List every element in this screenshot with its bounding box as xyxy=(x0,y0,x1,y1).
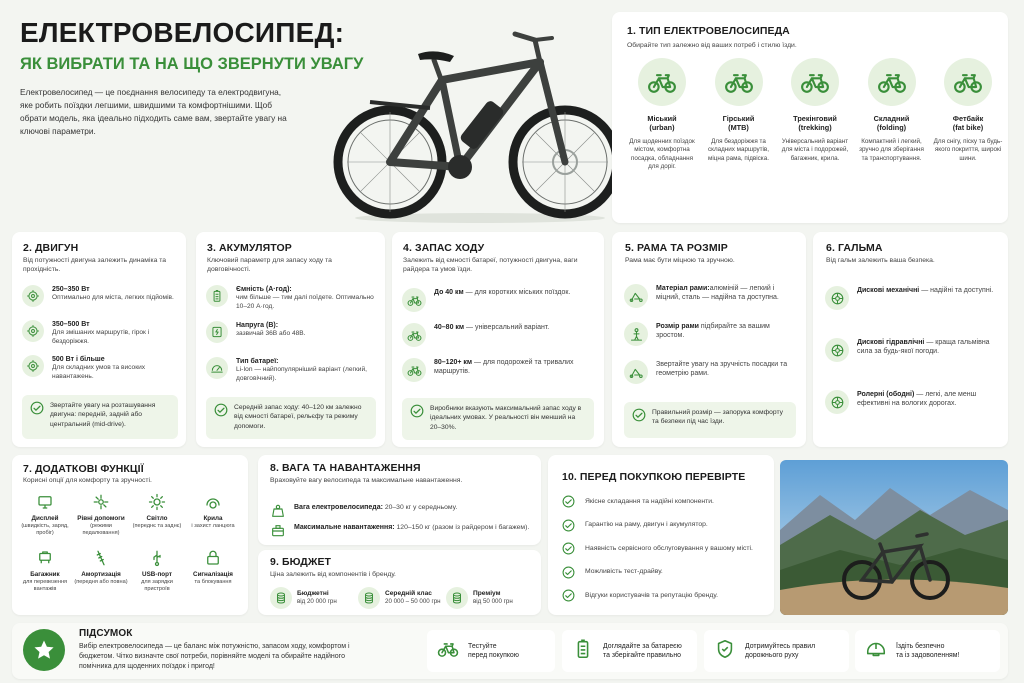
bike-type-card[interactable] xyxy=(626,58,698,172)
summary-tip-line2: перед покупкою xyxy=(468,652,519,659)
extras-title: 7. ДОДАТКОВІ ФУНКЦІЇ xyxy=(23,463,144,475)
frame-note-text: Правильний розмір — запорука комфорту та безпеки під час їзди. xyxy=(652,409,783,426)
extra-feature xyxy=(186,549,240,586)
motor-item-icon xyxy=(22,355,44,377)
coins-icon xyxy=(450,591,464,605)
check-icon xyxy=(562,495,575,508)
mountain-bike-photo xyxy=(780,460,1008,615)
motor-item-text: Для складних умов та високих навантажень. xyxy=(52,364,146,380)
check-icon xyxy=(562,566,575,579)
brakes-item-text: — краща гальмівна сила за будь-якої погоди. xyxy=(857,339,990,356)
summary-tip-line1: Їздіть безпечно xyxy=(896,642,945,650)
extra-feature-desc: і захист ланцюга xyxy=(191,523,235,530)
panel-range xyxy=(392,232,604,447)
brakes-item xyxy=(825,338,1000,362)
range-item-head: До 40 км xyxy=(434,289,464,296)
brakes-item-text-wrap xyxy=(857,338,1000,357)
suspension-icon xyxy=(92,549,110,567)
extra-feature-desc: (швидкість, заряд, пробіг) xyxy=(21,523,69,537)
check-icon xyxy=(632,408,646,422)
range-item-head: 80–120+ км xyxy=(434,359,473,366)
extra-feature xyxy=(74,493,128,537)
bicycle-icon xyxy=(407,328,422,343)
hero-bike-image xyxy=(330,12,625,227)
panel-summary xyxy=(12,623,1008,679)
battery-note xyxy=(206,397,376,439)
frame-item-icon xyxy=(624,360,648,384)
disc-brake-icon xyxy=(830,291,845,306)
panel-weight xyxy=(258,455,541,545)
brakes-item-text-wrap xyxy=(857,390,1000,409)
range-item-text: — для коротких міських поїздок. xyxy=(463,289,571,296)
frame-item-text: Звертайте увагу на зручність посадки та геометрію рами. xyxy=(656,361,788,378)
frame-icon xyxy=(629,289,644,304)
motor-item-icon xyxy=(22,320,44,342)
battery-subtitle: Ключовий параметр для запасу ходу та довговічності. xyxy=(207,257,332,273)
weight-icon xyxy=(270,503,286,519)
bike-type-tag: (trekking) xyxy=(798,123,832,133)
checklist-item-text: Можливість тест-драйву. xyxy=(585,568,663,576)
brakes-item-head: Дискові гідравлічні xyxy=(857,339,925,346)
frame-item-head: Матеріал рами: xyxy=(656,285,710,292)
bike-type-desc: Для щоденних поїздок містом, комфортна посадка, обладнання для доріг. xyxy=(629,137,695,171)
checklist-item xyxy=(562,542,767,555)
brakes-item-icon xyxy=(825,390,849,414)
bike-type-name: Складний xyxy=(873,114,910,123)
brakes-item-text: — легкі, але менш ефективні на вологих дорогах. xyxy=(857,391,977,408)
budget-tier-price: від 20 000 грн xyxy=(297,598,337,606)
motor-item-text: Для змішаних маршрутів, гірок і бездоріжжя. xyxy=(52,329,150,345)
extra-feature xyxy=(130,549,184,593)
bike-type-tag: (MTB) xyxy=(728,123,749,133)
budget-tier-price: від 50 000 грн xyxy=(473,598,513,606)
battery-item-head: Тип батареї: xyxy=(236,358,279,365)
bike-type-icon-circle xyxy=(715,58,763,106)
frame-item xyxy=(624,360,799,384)
checklist-item-text: Якісне складання та надійні компоненти. xyxy=(585,497,714,505)
battery-icon xyxy=(210,289,224,303)
coins-icon xyxy=(362,591,376,605)
extra-feature-desc: (режими педалювання) xyxy=(82,523,120,537)
motor-icon xyxy=(26,359,40,373)
frame-item-icon xyxy=(624,322,648,346)
brakes-item-head: Дискові механічні xyxy=(857,287,920,294)
budget-tier xyxy=(446,587,532,609)
motor-subtitle: Від потужності двигуна залежить динаміка та прохідність. xyxy=(23,257,167,273)
checklist-item xyxy=(562,495,767,508)
frame-item-text-wrap xyxy=(656,360,799,379)
bicycle-icon xyxy=(437,638,459,660)
budget-subtitle: Ціна залежить від компонентів і бренду. xyxy=(270,571,396,578)
extra-feature-desc: (переднє та заднє) xyxy=(132,523,182,530)
frame-note xyxy=(624,402,796,438)
bike-type-card[interactable] xyxy=(856,58,928,163)
checklist-item-text: Гарантію на раму, двигун і акумулятор. xyxy=(585,521,708,529)
extra-feature-desc: для перевезення вантажів xyxy=(22,579,68,593)
range-subtitle: Залежить від ємності батареї, потужності двигуна, ваги райдера та умов їзди. xyxy=(403,257,578,273)
extra-feature-name: Світло xyxy=(146,515,168,522)
summary-tip-card xyxy=(562,630,697,672)
bike-type-name: Фетбайк xyxy=(952,114,984,123)
weight-item-text: 120–150 кг (разом із райдером і багажем). xyxy=(394,524,530,531)
weight-item xyxy=(270,523,530,539)
page-title: ЕЛЕКТРОВЕЛОСИПЕД: xyxy=(20,17,345,48)
bicycle-icon xyxy=(724,67,754,97)
battery-item-text: зазвичай 36В або 48В. xyxy=(236,330,306,338)
extra-feature-desc: та блокування xyxy=(194,579,232,586)
panel-brakes xyxy=(813,232,1008,447)
extra-feature-name: Рівні допомоги xyxy=(77,515,125,522)
frame-item-head: Розмір рами xyxy=(656,323,699,330)
bike-type-desc: Для снігу, піску та будь-якого покриття, широкі шини. xyxy=(933,137,1003,162)
battery-icon xyxy=(572,638,594,660)
range-item-text: — для подорожей та тривалих маршрутів. xyxy=(434,359,574,376)
panel-checklist xyxy=(548,455,774,615)
disc-brake-icon xyxy=(830,343,845,358)
motor-note xyxy=(22,395,178,439)
extra-feature xyxy=(18,549,72,593)
bike-type-name: Трекінговий xyxy=(793,114,837,123)
motor-title: 2. ДВИГУН xyxy=(23,242,79,254)
star-icon xyxy=(32,638,56,662)
coins-icon xyxy=(274,591,288,605)
range-note xyxy=(402,398,594,440)
budget-tier-name: Преміум xyxy=(473,589,501,597)
range-item-icon xyxy=(402,358,426,382)
checklist-item xyxy=(562,566,767,579)
range-title: 4. ЗАПАС ХОДУ xyxy=(403,242,485,254)
budget-tier-name: Середній клас xyxy=(385,589,432,597)
summary-tip-card xyxy=(704,630,849,672)
range-item xyxy=(402,323,597,347)
motor-note-text: Звертайте увагу на розташування двигуна: передній, задній або центральний (mid-drive). xyxy=(50,402,156,428)
range-item xyxy=(402,288,597,312)
check-icon xyxy=(562,519,575,532)
range-item-text-wrap xyxy=(434,358,597,377)
brakes-subtitle: Від гальм залежить ваша безпека. xyxy=(826,257,935,264)
motor-icon xyxy=(26,289,40,303)
frame-item xyxy=(624,284,799,308)
range-item xyxy=(402,358,597,382)
types-subtitle: Обирайте тип залежно від ваших потреб і стилю їзди. xyxy=(627,42,797,49)
light-icon xyxy=(148,493,166,511)
bike-type-name: Гірський xyxy=(722,114,755,123)
summary-tip-line1: Дотримуйтесь правил xyxy=(745,642,816,650)
extra-feature xyxy=(74,549,128,586)
bike-type-icon-circle xyxy=(944,58,992,106)
battery-item-text: чим більше — тим далі поїдете. Оптимально 10–20 А·год. xyxy=(236,294,374,310)
check-icon xyxy=(410,404,424,418)
bike-type-desc: Універсальний варіант для міста і подорожей, багажник, крила. xyxy=(781,137,849,162)
battery-item xyxy=(206,321,378,343)
shield-icon xyxy=(714,638,736,660)
panel-bike-types xyxy=(612,12,1008,223)
fender-icon xyxy=(204,493,222,511)
battery-note-text: Середній запас ходу: 40–120 км залежно від ємності батареї, рельєфу та режиму допомоги. xyxy=(234,404,362,430)
voltage-icon xyxy=(210,325,224,339)
frame-item-text-wrap xyxy=(656,284,799,303)
summary-tip-line1: Доглядайте за батареєю xyxy=(603,642,682,650)
bike-type-desc: Для бездоріжжя та складних маршрутів, міцна рама, підвіска. xyxy=(707,137,770,162)
summary-star-badge xyxy=(23,629,65,671)
brakes-item-text-wrap xyxy=(857,286,1000,295)
battery-item xyxy=(206,285,378,312)
load-icon xyxy=(270,523,286,539)
check-icon xyxy=(562,589,575,602)
range-item-icon xyxy=(402,323,426,347)
battery-item-head: Ємність (А·год): xyxy=(236,286,292,293)
budget-tier-name: Бюджетні xyxy=(297,589,329,597)
motor-item-head: 500 Вт і більше xyxy=(52,356,105,363)
weight-item-head: Максимальне навантаження: xyxy=(294,524,395,531)
battery-item-text: Li-Ion — найпопулярніший варіант (легкий, довговічний). xyxy=(236,366,367,382)
extra-feature-name: Амортизація xyxy=(81,571,121,578)
extra-feature-name: Сигналізація xyxy=(193,571,233,578)
bike-type-card[interactable] xyxy=(779,58,851,163)
check-icon xyxy=(214,403,228,417)
battery-item-icon xyxy=(206,357,228,379)
panel-motor xyxy=(12,232,186,447)
usb-icon xyxy=(148,549,166,567)
extra-feature-name: Багажник xyxy=(30,571,60,578)
bicycle-icon xyxy=(877,67,907,97)
motor-item xyxy=(22,355,177,382)
bicycle-icon xyxy=(407,293,422,308)
bike-type-name: Міський xyxy=(647,114,677,123)
bike-type-icon-circle xyxy=(868,58,916,106)
summary-text: Вибір електровелосипеда — це баланс між потужністю, запасом ходу, комфортом і бюджетом. Чітко визначте свої потреби, порівняйте моделі та обирайте надійного помічника для щоденних поїздок і пригод! xyxy=(79,643,350,670)
extra-feature-desc: для зарядки пристроїв xyxy=(141,579,173,593)
weight-item-text: 20–30 кг у середньому. xyxy=(382,504,458,511)
check-icon xyxy=(30,401,44,415)
extra-feature xyxy=(18,493,72,537)
battery-item xyxy=(206,357,378,384)
summary-tip-card xyxy=(427,630,555,672)
budget-title: 9. БЮДЖЕТ xyxy=(270,556,332,568)
assist-icon xyxy=(92,493,110,511)
check-icon xyxy=(562,542,575,555)
motor-item-text: Оптимально для міста, легких підйомів. xyxy=(52,294,174,302)
battery-item-icon xyxy=(206,321,228,343)
checklist-item xyxy=(562,589,767,602)
range-item-text-wrap xyxy=(434,323,597,332)
range-item-head: 40–80 км xyxy=(434,324,465,331)
brakes-item-head: Ролерні (ободні) xyxy=(857,391,915,398)
motor-item xyxy=(22,320,177,347)
brakes-item xyxy=(825,390,1000,414)
bike-type-card[interactable] xyxy=(703,58,775,163)
brakes-item xyxy=(825,286,1000,310)
motor-item-head: 250–350 Вт xyxy=(52,286,90,293)
battery-item-icon xyxy=(206,285,228,307)
extra-feature xyxy=(130,493,184,530)
weight-item-head: Вага електровелосипеда: xyxy=(294,504,383,511)
checklist-item-text: Відгуки користувачів та репутацію бренду. xyxy=(585,591,718,599)
range-item-text: — універсальний варіант. xyxy=(464,324,550,331)
motor-item-icon xyxy=(22,285,44,307)
summary-tip-line1: Тестуйте xyxy=(468,642,497,650)
brakes-item-icon xyxy=(825,338,849,362)
bike-type-tag: (fat bike) xyxy=(952,123,984,133)
extra-feature-desc: (передня або повна) xyxy=(74,579,128,586)
panel-frame xyxy=(612,232,806,447)
motor-icon xyxy=(26,324,40,338)
bike-type-tag: (urban) xyxy=(649,123,675,133)
gauge-icon xyxy=(210,361,224,375)
frame-icon xyxy=(629,365,644,380)
frame-item-icon xyxy=(624,284,648,308)
summary-title: ПІДСУМОК xyxy=(79,628,133,639)
motor-item xyxy=(22,285,177,307)
rack-icon xyxy=(36,549,54,567)
bicycle-icon xyxy=(800,67,830,97)
frame-title: 5. РАМА ТА РОЗМІР xyxy=(625,242,728,254)
weight-item xyxy=(270,503,530,519)
frame-item-text: підбирайте за вашим зростом. xyxy=(656,323,770,340)
bike-type-desc: Компактний і легкий, зручно для зберігання та транспортування. xyxy=(859,137,924,162)
checklist-title: 10. ПЕРЕД ПОКУПКОЮ ПЕРЕВІРТЕ xyxy=(562,471,746,483)
frame-item-text-wrap xyxy=(656,322,799,341)
extra-feature-name: Дисплей xyxy=(31,515,59,522)
bike-type-icon-circle xyxy=(791,58,839,106)
bicycle-icon xyxy=(407,363,422,378)
types-title: 1. ТИП ЕЛЕКТРОВЕЛОСИПЕДА xyxy=(627,25,790,37)
bicycle-icon xyxy=(953,67,983,97)
intro-text: Електровелосипед — це поєднання велосипеду та електродвигуна, яке робить поїздки легшими, швидшими та комфортнішими. Щоб обрати модель, яка ідеально підходить саме вам, звертайте увагу на ключові параметри. xyxy=(20,87,287,136)
extras-subtitle: Корисні опції для комфорту та зручності. xyxy=(23,477,152,484)
summary-tip-card xyxy=(855,630,1000,672)
alarm-icon xyxy=(204,549,222,567)
motor-item-head: 350–500 Вт xyxy=(52,321,90,328)
panel-budget xyxy=(258,550,541,615)
budget-tier-price: 20 000 – 50 000 грн xyxy=(385,598,441,606)
budget-tier xyxy=(270,587,356,609)
disc-brake-icon xyxy=(830,395,845,410)
frame-item xyxy=(624,322,799,346)
brakes-item-icon xyxy=(825,286,849,310)
extra-feature-name: USB-порт xyxy=(142,571,172,578)
summary-tip-line2: дорожнього руху xyxy=(745,652,799,659)
weight-subtitle: Враховуйте вагу велосипеда та максимальне навантаження. xyxy=(270,477,463,484)
extra-feature xyxy=(186,493,240,530)
frame-item-text: алюміній — легкий і міцний, сталь — надійна та доступна. xyxy=(656,285,779,302)
extra-feature-name: Крила xyxy=(203,515,223,522)
range-item-icon xyxy=(402,288,426,312)
bike-type-icon-circle xyxy=(638,58,686,106)
range-note-text: Виробники вказують максимальний запас ходу в ідеальних умовах. У реальності він менший на 20–30%. xyxy=(430,405,582,431)
bike-type-card[interactable] xyxy=(932,58,1004,163)
bicycle-icon xyxy=(647,67,677,97)
battery-item-head: Напруга (В): xyxy=(236,322,279,329)
brakes-item-text: — надійні та доступні. xyxy=(919,287,994,294)
budget-tier xyxy=(358,587,444,609)
range-item-text-wrap xyxy=(434,288,597,297)
checklist-item-text: Наявність сервісного обслуговування у вашому місті. xyxy=(585,544,753,552)
helmet-icon xyxy=(865,638,887,660)
brakes-title: 6. ГАЛЬМА xyxy=(826,242,883,254)
frame-subtitle: Рама має бути міцною та зручною. xyxy=(625,257,735,264)
weight-title: 8. ВАГА ТА НАВАНТАЖЕННЯ xyxy=(270,462,421,474)
summary-tip-line2: та зберігайте правильно xyxy=(603,652,681,659)
checklist-item xyxy=(562,519,767,532)
panel-extras xyxy=(12,455,248,615)
page-subtitle: ЯК ВИБРАТИ ТА НА ЩО ЗВЕРНУТИ УВАГУ xyxy=(20,55,364,73)
panel-battery xyxy=(196,232,385,447)
battery-title: 3. АКУМУЛЯТОР xyxy=(207,242,292,254)
summary-tip-line2: та із задоволенням! xyxy=(896,652,960,659)
display-icon xyxy=(36,493,54,511)
rider-icon xyxy=(629,327,644,342)
bike-type-tag: (folding) xyxy=(876,123,907,133)
